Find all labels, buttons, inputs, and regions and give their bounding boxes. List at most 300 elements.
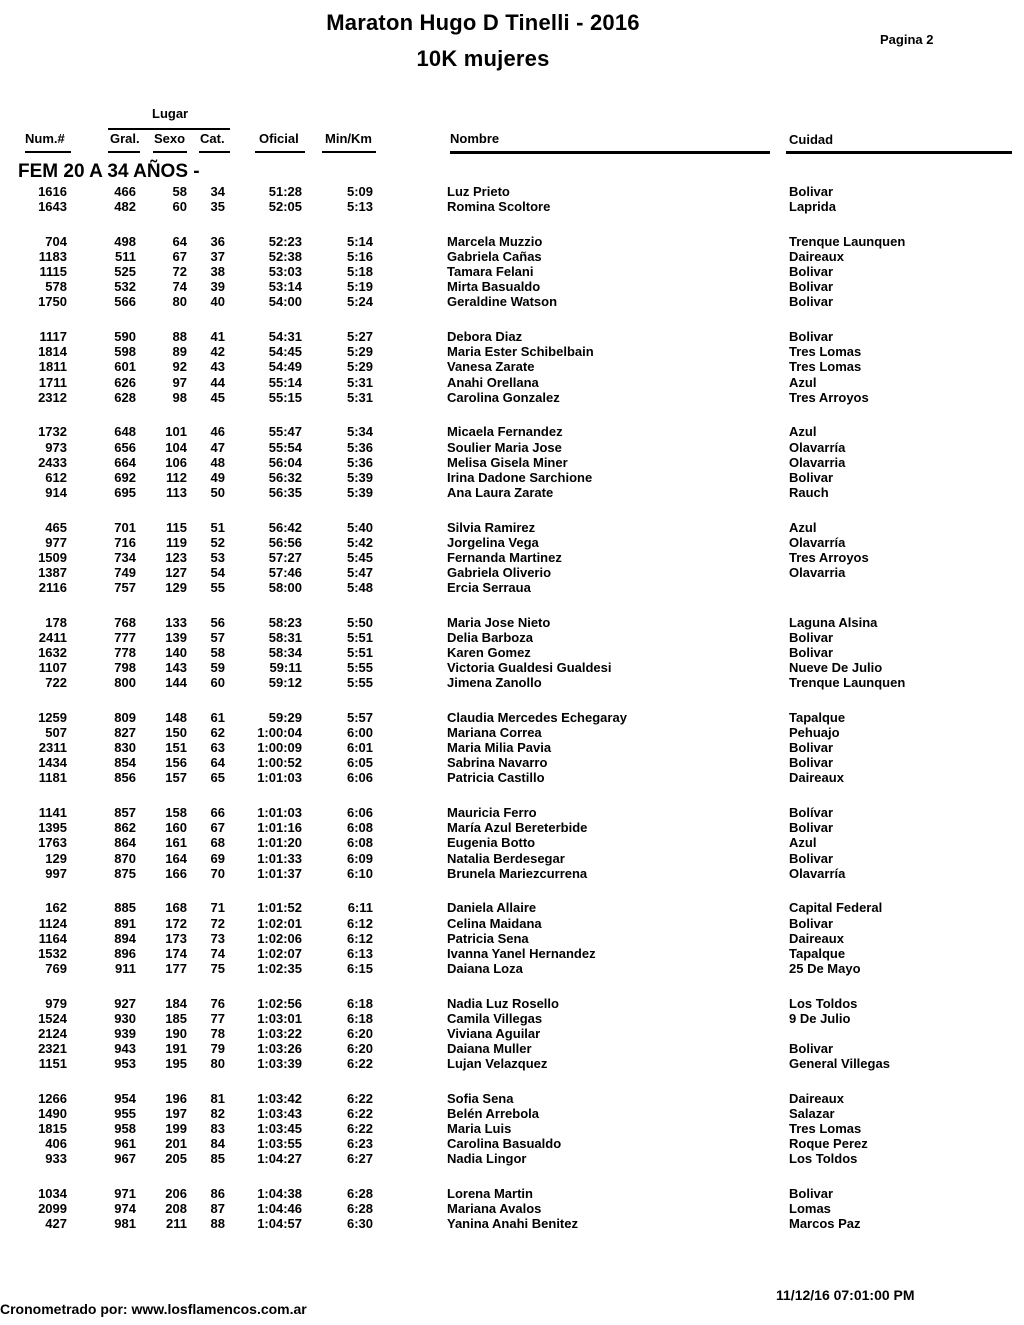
minkm-cell: 5:47 <box>346 564 373 580</box>
city-cell: Azul <box>789 835 817 851</box>
oficial-cell: 58:31 <box>268 629 302 645</box>
num-cell: 578 <box>45 279 67 295</box>
num-cell: 2433 <box>38 454 67 470</box>
cat-cell: 85 <box>210 1151 225 1167</box>
city-cell: Tres Lomas <box>789 359 862 375</box>
table-row <box>0 344 1024 359</box>
minkm-cell: 6:06 <box>346 805 373 821</box>
table-row <box>0 390 1024 405</box>
sexo-cell: 112 <box>166 469 187 485</box>
num-cell: 612 <box>45 469 67 485</box>
city-cell: Laguna Alsina <box>789 614 878 630</box>
column-header-ciudad: Cuidad <box>789 132 834 147</box>
cat-cell: 57 <box>210 629 225 645</box>
name-cell: Marcela Muzzio <box>447 234 543 249</box>
num-cell: 704 <box>45 234 67 249</box>
city-cell: Azul <box>789 519 817 535</box>
city-cell: Bolivar <box>789 755 834 771</box>
minkm-cell: 6:00 <box>346 725 373 741</box>
cat-cell: 64 <box>210 755 225 771</box>
gral-cell: 798 <box>114 660 136 676</box>
name-cell: Ercia Serrauа <box>447 580 531 595</box>
cat-cell: 36 <box>210 234 225 249</box>
cat-cell: 75 <box>210 960 225 976</box>
oficial-cell: 51:28 <box>268 184 302 199</box>
city-cell: 25 De Mayo <box>789 960 861 976</box>
name-cell: Gabriela Cañas <box>447 249 542 265</box>
cat-cell: 67 <box>210 820 225 836</box>
oficial-cell: 1:01:37 <box>257 865 302 881</box>
gral-cell: 525 <box>114 264 136 280</box>
name-cell: Eugenia Botto <box>447 835 536 851</box>
table-row <box>0 580 1024 595</box>
minkm-cell: 6:22 <box>346 1105 373 1121</box>
gral-cell: 695 <box>114 484 136 500</box>
city-cell: Rauch <box>789 484 829 500</box>
table-row <box>0 996 1024 1011</box>
sexo-cell: 140 <box>165 645 187 660</box>
oficial-cell: 1:02:06 <box>257 930 302 946</box>
table-row <box>0 470 1024 485</box>
num-cell: 2312 <box>38 389 67 405</box>
column-header-nombre: Nombre <box>450 131 500 146</box>
num-cell: 1814 <box>38 344 67 360</box>
table-row <box>0 770 1024 785</box>
oficial-cell: 52:05 <box>268 199 302 215</box>
name-cell: Celina Maidana <box>447 915 542 931</box>
sexo-cell: 115 <box>166 519 187 535</box>
name-cell: Ivanna Yanel Hernandez <box>447 945 596 961</box>
gral-cell: 601 <box>114 359 136 375</box>
table-row <box>0 1216 1024 1231</box>
sexo-cell: 158 <box>165 805 187 821</box>
name-cell: Silvia Ramirez <box>447 519 536 535</box>
table-row <box>0 279 1024 294</box>
minkm-cell: 6:09 <box>346 850 373 866</box>
gral-cell: 857 <box>114 805 136 821</box>
sexo-cell: 191 <box>165 1040 187 1056</box>
cat-cell: 54 <box>210 564 225 580</box>
minkm-cell: 5:51 <box>346 645 373 660</box>
num-cell: 507 <box>45 725 67 741</box>
name-cell: Mirta Basualdo <box>447 279 541 295</box>
gral-cell: 961 <box>114 1136 136 1152</box>
table-row <box>0 1041 1024 1056</box>
city-cell: Bolivar <box>789 915 834 931</box>
table-row <box>0 329 1024 344</box>
num-cell: 162 <box>45 900 67 916</box>
oficial-cell: 1:03:43 <box>257 1105 302 1121</box>
minkm-cell: 5:14 <box>346 234 373 249</box>
minkm-cell: 6:27 <box>346 1151 373 1167</box>
gral-cell: 590 <box>114 329 136 345</box>
sexo-cell: 98 <box>172 389 187 405</box>
sexo-cell: 195 <box>165 1056 187 1071</box>
gral-cell: 598 <box>114 344 136 360</box>
cat-cell: 38 <box>210 264 225 280</box>
num-cell: 1750 <box>38 294 67 310</box>
gral-cell: 827 <box>114 725 136 741</box>
oficial-cell: 1:03:42 <box>257 1090 302 1106</box>
sexo-cell: 148 <box>165 710 187 725</box>
oficial-cell: 1:00:52 <box>257 755 302 771</box>
minkm-cell: 5:57 <box>346 710 373 725</box>
oficial-cell: 56:42 <box>268 519 302 535</box>
sexo-cell: 89 <box>172 344 187 360</box>
name-cell: Gabriela Oliverio <box>447 564 552 580</box>
table-row <box>0 565 1024 580</box>
minkm-cell: 5:24 <box>346 294 373 310</box>
table-row <box>0 1151 1024 1166</box>
oficial-cell: 57:46 <box>268 564 302 580</box>
gral-cell: 894 <box>114 930 136 946</box>
table-row <box>0 866 1024 881</box>
cat-cell: 55 <box>210 580 225 595</box>
num-cell: 1151 <box>38 1056 67 1071</box>
gral-cell: 953 <box>114 1056 136 1071</box>
gral-cell: 955 <box>114 1105 136 1121</box>
num-cell: 1115 <box>39 264 67 280</box>
category-section-title: FEM 20 A 34 AÑOS - <box>18 161 200 182</box>
minkm-cell: 6:06 <box>346 770 373 786</box>
minkm-cell: 6:23 <box>346 1136 373 1152</box>
table-row <box>0 1026 1024 1041</box>
sexo-cell: 205 <box>165 1151 187 1167</box>
cat-cell: 58 <box>210 645 225 660</box>
sexo-cell: 67 <box>172 249 187 265</box>
cat-cell: 66 <box>210 805 225 821</box>
oficial-cell: 1:03:55 <box>257 1136 302 1152</box>
minkm-cell: 6:20 <box>346 1025 373 1041</box>
cat-cell: 61 <box>210 710 225 725</box>
name-cell: Camila Villegas <box>447 1010 543 1026</box>
name-cell: María Azul Bereterbide <box>447 820 588 836</box>
num-cell: 973 <box>45 439 67 455</box>
oficial-cell: 1:01:16 <box>257 820 302 836</box>
minkm-cell: 6:22 <box>346 1121 373 1136</box>
num-cell: 178 <box>45 614 67 630</box>
table-row <box>0 1091 1024 1106</box>
name-cell: Viviana Aguilar <box>447 1025 541 1041</box>
sexo-cell: 97 <box>172 374 187 390</box>
sexo-cell: 185 <box>165 1010 187 1026</box>
minkm-cell: 5:29 <box>346 359 373 375</box>
table-row <box>0 675 1024 690</box>
sexo-cell: 197 <box>165 1105 187 1121</box>
num-cell: 2116 <box>38 580 67 595</box>
num-cell: 2099 <box>38 1201 67 1217</box>
city-cell: Azul <box>789 374 817 390</box>
sexo-cell: 129 <box>165 580 187 595</box>
city-cell: Daireaux <box>789 1090 844 1106</box>
oficial-cell: 1:00:04 <box>257 725 302 741</box>
num-cell: 722 <box>45 675 67 691</box>
oficial-cell: 55:54 <box>268 439 302 455</box>
column-header-sexo: Sexo <box>154 131 186 146</box>
gral-cell: 954 <box>114 1090 136 1106</box>
sexo-cell: 144 <box>165 675 187 691</box>
city-cell: Salazar <box>789 1105 835 1121</box>
cat-cell: 81 <box>210 1090 225 1106</box>
cat-cell: 87 <box>210 1201 225 1217</box>
name-cell: Victoria Gualdesi Gualdesi <box>447 660 612 676</box>
num-cell: 1434 <box>38 755 67 771</box>
name-cell: Brunela Mariezcurrena <box>447 865 588 881</box>
name-cell: Jorgelina Vega <box>447 534 539 550</box>
minkm-cell: 5:39 <box>346 484 373 500</box>
table-row <box>0 820 1024 835</box>
name-cell: Belén Arrebola <box>447 1105 539 1121</box>
city-cell: Olavarría <box>789 439 846 455</box>
sexo-cell: 157 <box>165 770 187 786</box>
gral-cell: 511 <box>115 249 136 265</box>
city-cell: Bolivar <box>789 850 834 866</box>
gral-cell: 943 <box>114 1040 136 1056</box>
gral-cell: 466 <box>114 184 136 199</box>
num-cell: 1164 <box>38 930 67 946</box>
cat-cell: 76 <box>210 995 225 1011</box>
oficial-cell: 58:34 <box>268 645 302 660</box>
num-cell: 1811 <box>38 359 67 375</box>
num-cell: 406 <box>45 1136 67 1152</box>
name-cell: Sabrina Navarro <box>447 755 548 771</box>
city-cell: 9 De Julio <box>789 1010 851 1026</box>
minkm-cell: 6:05 <box>346 755 373 771</box>
minkm-cell: 6:13 <box>346 945 373 961</box>
cat-cell: 82 <box>210 1105 225 1121</box>
cat-cell: 43 <box>210 359 225 375</box>
city-cell: Bolivar <box>789 184 834 199</box>
num-cell: 2124 <box>38 1025 67 1041</box>
cat-cell: 83 <box>210 1121 225 1136</box>
name-cell: Claudia Mercedes Echegaray <box>447 710 627 725</box>
cat-cell: 50 <box>210 484 225 500</box>
cat-cell: 71 <box>210 900 225 916</box>
gral-cell: 809 <box>114 710 136 725</box>
minkm-cell: 5:27 <box>346 329 373 345</box>
gral-cell: 664 <box>114 454 136 470</box>
minkm-cell: 5:36 <box>346 454 373 470</box>
gral-cell: 800 <box>114 675 136 691</box>
sexo-cell: 161 <box>165 835 187 851</box>
sexo-cell: 64 <box>172 234 187 249</box>
table-row <box>0 805 1024 820</box>
gral-cell: 778 <box>114 645 136 660</box>
oficial-cell: 1:00:09 <box>257 740 302 756</box>
minkm-cell: 6:22 <box>346 1056 373 1071</box>
name-cell: Melisa Gisela Miner <box>447 454 568 470</box>
table-row <box>0 1136 1024 1151</box>
name-cell: Geraldine Watson <box>447 294 558 310</box>
print-timestamp: 11/12/16 07:01:00 PM <box>776 1287 915 1303</box>
sexo-cell: 139 <box>165 629 187 645</box>
minkm-cell: 5:36 <box>346 439 373 455</box>
gral-cell: 648 <box>114 424 136 440</box>
gral-cell: 626 <box>114 374 136 390</box>
document-title: Maraton Hugo D Tinelli - 2016 <box>326 10 640 35</box>
gral-cell: 896 <box>114 945 136 961</box>
cat-cell: 79 <box>210 1040 225 1056</box>
city-cell: General Villegas <box>789 1056 890 1071</box>
city-cell: Bolivar <box>789 329 834 345</box>
cat-cell: 40 <box>210 294 225 310</box>
city-cell: Los Toldos <box>789 995 858 1011</box>
sexo-cell: 123 <box>165 549 187 565</box>
cat-cell: 46 <box>210 424 225 440</box>
cat-cell: 74 <box>210 945 225 961</box>
city-cell: Olavarría <box>789 865 846 881</box>
table-row <box>0 375 1024 390</box>
cat-cell: 72 <box>210 915 225 931</box>
sexo-cell: 190 <box>165 1025 187 1041</box>
city-cell: Bolivar <box>789 264 834 280</box>
table-row <box>0 440 1024 455</box>
cat-cell: 35 <box>210 199 225 215</box>
gral-cell: 498 <box>114 234 136 249</box>
num-cell: 465 <box>45 519 67 535</box>
table-row <box>0 234 1024 249</box>
city-cell: Lomas <box>789 1201 831 1217</box>
name-cell: Carolina Basualdo <box>447 1136 562 1152</box>
sexo-cell: 172 <box>165 915 187 931</box>
oficial-cell: 52:23 <box>268 234 302 249</box>
oficial-cell: 1:02:01 <box>257 915 302 931</box>
sexo-cell: 150 <box>165 725 187 741</box>
name-cell: Patricia Castillo <box>447 770 545 786</box>
cat-cell: 68 <box>210 835 225 851</box>
table-row <box>0 645 1024 660</box>
minkm-cell: 6:30 <box>346 1216 373 1232</box>
oficial-cell: 1:02:56 <box>257 995 302 1011</box>
column-header-minkm: Min/Km <box>325 131 372 146</box>
sexo-cell: 208 <box>165 1201 187 1217</box>
name-cell: Lujan Velazquez <box>447 1056 548 1071</box>
cat-cell: 59 <box>210 660 225 676</box>
gral-cell: 891 <box>114 915 136 931</box>
minkm-cell: 5:42 <box>346 534 373 550</box>
sexo-cell: 206 <box>165 1186 187 1201</box>
sexo-cell: 58 <box>172 184 187 199</box>
city-cell: Daireaux <box>789 930 844 946</box>
city-cell: Marcos Paz <box>789 1216 861 1232</box>
minkm-cell: 5:55 <box>346 675 373 691</box>
city-cell: Olavarria <box>789 454 846 470</box>
cat-cell: 42 <box>210 344 225 360</box>
sexo-cell: 60 <box>172 199 187 215</box>
sexo-cell: 133 <box>165 614 187 630</box>
oficial-cell: 58:00 <box>268 580 302 595</box>
cat-cell: 39 <box>210 279 225 295</box>
minkm-cell: 6:11 <box>347 900 373 916</box>
name-cell: Soulier Maria Jose <box>447 439 562 455</box>
city-cell: Trenque Launquen <box>789 675 906 691</box>
name-cell: Yanina Anahi Benitez <box>447 1216 578 1232</box>
sexo-cell: 211 <box>166 1216 187 1232</box>
table-row <box>0 1056 1024 1071</box>
name-cell: Mariana Correa <box>447 725 542 741</box>
sexo-cell: 80 <box>172 294 187 310</box>
gral-cell: 749 <box>114 564 136 580</box>
sexo-cell: 151 <box>165 740 187 756</box>
oficial-cell: 1:04:27 <box>257 1151 302 1167</box>
minkm-cell: 5:31 <box>346 389 373 405</box>
cat-cell: 37 <box>210 249 225 265</box>
sexo-cell: 166 <box>165 865 187 881</box>
gral-cell: 862 <box>114 820 136 836</box>
oficial-cell: 59:29 <box>268 710 302 725</box>
gral-cell: 854 <box>114 755 136 771</box>
city-cell: Bolivar <box>789 1186 834 1201</box>
sexo-cell: 127 <box>165 564 187 580</box>
minkm-cell: 6:20 <box>346 1040 373 1056</box>
column-header-cat: Cat. <box>200 131 225 146</box>
minkm-cell: 5:40 <box>346 519 373 535</box>
table-row <box>0 184 1024 199</box>
minkm-cell: 5:29 <box>346 344 373 360</box>
page-number: Pagina 2 <box>880 32 934 47</box>
table-row <box>0 630 1024 645</box>
document-subtitle: 10K mujeres <box>416 46 550 71</box>
table-row <box>0 485 1024 500</box>
cat-cell: 47 <box>210 439 225 455</box>
cat-cell: 49 <box>210 469 225 485</box>
num-cell: 914 <box>45 484 67 500</box>
num-cell: 1107 <box>38 660 67 676</box>
oficial-cell: 1:01:33 <box>257 850 302 866</box>
minkm-cell: 6:18 <box>346 1010 373 1026</box>
gral-cell: 777 <box>114 629 136 645</box>
city-cell: Daireaux <box>789 770 844 786</box>
table-row <box>0 755 1024 770</box>
num-cell: 1524 <box>38 1010 67 1026</box>
table-row <box>0 550 1024 565</box>
city-cell: Bolivar <box>789 1040 834 1056</box>
table-row <box>0 520 1024 535</box>
num-cell: 1763 <box>38 835 67 851</box>
sexo-cell: 201 <box>165 1136 187 1152</box>
sexo-cell: 113 <box>166 484 187 500</box>
cat-cell: 62 <box>210 725 225 741</box>
cat-cell: 86 <box>210 1186 225 1201</box>
table-row <box>0 455 1024 470</box>
sexo-cell: 168 <box>165 900 187 916</box>
cat-cell: 65 <box>210 770 225 786</box>
num-cell: 1815 <box>38 1121 67 1136</box>
oficial-cell: 55:47 <box>268 424 302 440</box>
table-row <box>0 535 1024 550</box>
num-cell: 1395 <box>38 820 67 836</box>
oficial-cell: 1:02:07 <box>257 945 302 961</box>
gral-cell: 830 <box>114 740 136 756</box>
table-row <box>0 710 1024 725</box>
oficial-cell: 59:11 <box>269 660 302 676</box>
minkm-cell: 5:51 <box>346 629 373 645</box>
city-cell: Olavarria <box>789 564 846 580</box>
oficial-cell: 1:01:52 <box>257 900 302 916</box>
name-cell: Luz Prieto <box>447 184 510 199</box>
gral-cell: 628 <box>114 389 136 405</box>
name-cell: Jimena Zanollo <box>447 675 542 691</box>
name-cell: Fernanda Martinez <box>447 549 562 565</box>
table-row <box>0 615 1024 630</box>
minkm-cell: 6:08 <box>346 820 373 836</box>
cat-cell: 63 <box>210 740 225 756</box>
minkm-cell: 6:01 <box>346 740 373 756</box>
cat-cell: 48 <box>210 454 225 470</box>
gral-cell: 870 <box>114 850 136 866</box>
table-row <box>0 1121 1024 1136</box>
cat-cell: 53 <box>210 549 225 565</box>
